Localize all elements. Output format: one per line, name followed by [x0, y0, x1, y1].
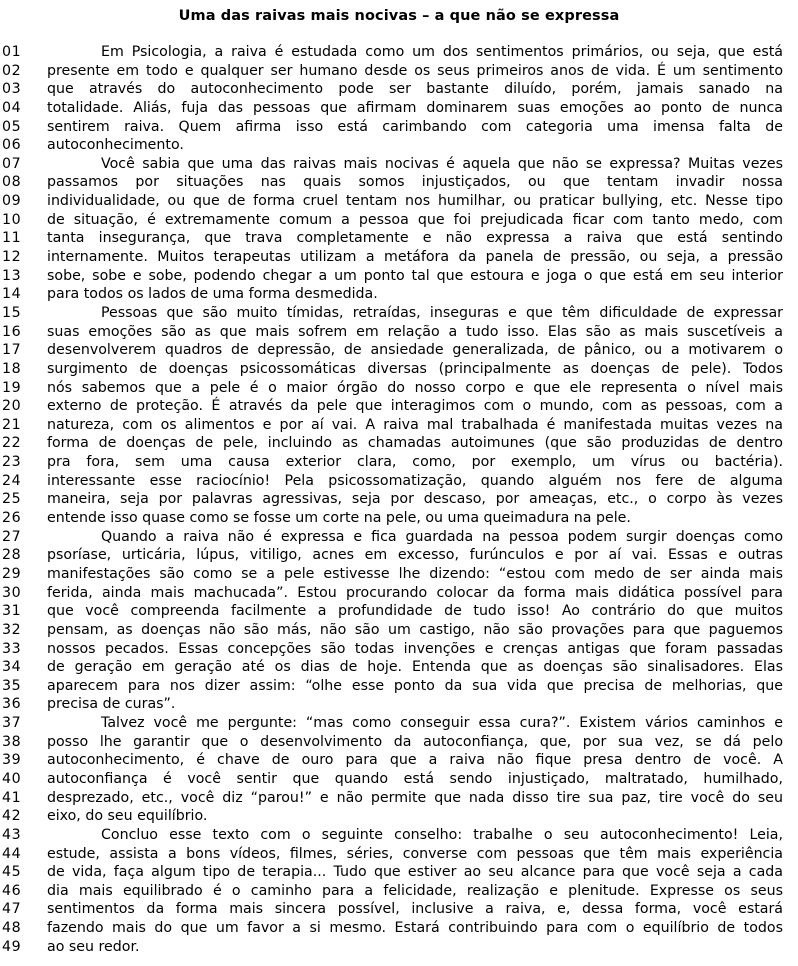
- line-text: internamente. Muitos terapeutas utilizam a metáfora da panela de pressão, ou seja, a pressão: [47, 249, 783, 266]
- line-number: 43: [2, 826, 22, 843]
- text-line: [0, 789, 798, 808]
- line-text: aparecem para nos dizer assim: “olhe esse ponto da sua vida que precisa de melhorias, que: [47, 677, 783, 694]
- line-number: 36: [2, 696, 22, 713]
- text-line: [0, 938, 798, 957]
- line-number: 24: [2, 472, 22, 489]
- text-line: [0, 341, 798, 360]
- line-number: 02: [2, 62, 22, 79]
- line-number: 18: [2, 360, 22, 377]
- line-number: 19: [2, 379, 22, 396]
- text-line: [0, 323, 798, 342]
- text-line: [0, 155, 798, 174]
- line-number: 44: [2, 845, 22, 862]
- line-number: 20: [2, 398, 22, 415]
- line-number: 09: [2, 193, 22, 210]
- text-line: [0, 99, 798, 118]
- text-line: [0, 640, 798, 659]
- line-text: eixo, do seu equilíbrio.: [47, 808, 208, 825]
- text-line: [0, 304, 798, 323]
- line-text: pra fora, sem uma causa exterior clara, como, por exemplo, um vírus ou bactéria).: [47, 454, 783, 471]
- line-number: 34: [2, 659, 22, 676]
- line-number: 30: [2, 584, 22, 601]
- text-line: [0, 807, 798, 826]
- line-text: Pessoas que são muito tímidas, retraídas, inseguras e que têm dificuldade de expressar: [101, 304, 783, 321]
- text-line: [0, 677, 798, 696]
- text-line: [0, 229, 798, 248]
- line-text: individualidade, ou que de forma cruel tentam nos humilhar, ou praticar bullying, etc. Nesse tipo: [47, 193, 783, 210]
- text-line: [0, 490, 798, 509]
- line-text: autoconhecimento, é chave de ouro para que a raiva não fique presa dentro de você. A: [47, 752, 783, 769]
- line-text: entende isso quase como se fosse um corte na pele, ou uma queimadura na pele.: [47, 510, 631, 527]
- document-title: Uma das raivas mais nocivas – a que não se expressa: [178, 8, 620, 24]
- text-line: [0, 192, 798, 211]
- line-number: 38: [2, 733, 22, 750]
- text-line: [0, 863, 798, 882]
- line-text: manifestações são como se a pele estivesse lhe dizendo: “estou com medo de ser ainda mais: [47, 565, 783, 582]
- line-number: 01: [2, 44, 22, 60]
- line-text: sentimentos da forma mais sincera possível, inclusive a raiva, e, dessa forma, você estará: [47, 901, 783, 918]
- line-text: presente em todo e qualquer ser humano desde os seus primeiros anos de vida. É um sentimento: [47, 62, 783, 79]
- text-line: [0, 453, 798, 472]
- line-text: de situação, é extremamente comum a pessoa que foi prejudicada ficar com tanto medo, com: [47, 211, 783, 228]
- text-line: [0, 733, 798, 752]
- line-number: 15: [2, 304, 22, 321]
- line-text: passamos por situações nas quais somos injustiçados, ou que tentam invadir nossa: [47, 174, 783, 191]
- line-text: totalidade. Aliás, fuja das pessoas que afirmam dominarem suas emoções ao ponto de nunca: [47, 99, 783, 116]
- line-number: 49: [2, 938, 22, 955]
- text-line: [0, 714, 798, 733]
- text-line: [0, 602, 798, 621]
- line-text: dia mais equilibrado é o caminho para a felicidade, realização e plenitude. Expresse os seus: [47, 882, 783, 899]
- line-number: 35: [2, 677, 22, 694]
- line-text: que através do autoconhecimento pode ser bastante diluído, porém, jamais sanado na: [47, 81, 783, 98]
- text-line: [0, 285, 798, 304]
- line-text: Concluo esse texto com o seguinte conselho: trabalhe o seu autoconhecimento! Leia,: [101, 826, 783, 843]
- line-number: 07: [2, 155, 22, 172]
- line-number: 42: [2, 808, 22, 825]
- line-number: 03: [2, 81, 22, 98]
- text-line: [0, 565, 798, 584]
- text-line: [0, 43, 798, 62]
- line-number: 05: [2, 118, 22, 135]
- line-text: para todos os lados de uma forma desmedida.: [47, 286, 378, 303]
- text-line: [0, 658, 798, 677]
- text-line: [0, 211, 798, 230]
- line-number: 04: [2, 99, 22, 116]
- line-text: de geração em geração até os dias de hoje. Entenda que as doenças são sinalisadores. Elas: [47, 659, 783, 676]
- line-number: 40: [2, 770, 22, 787]
- line-text: ao seu redor.: [47, 938, 140, 955]
- line-number: 31: [2, 603, 22, 620]
- line-number: 26: [2, 510, 22, 527]
- text-line: [0, 118, 798, 137]
- line-text: autoconfiança é você sentir que quando está sendo injustiçado, maltratado, humilhado,: [47, 770, 783, 787]
- text-line: [0, 882, 798, 901]
- text-line: [0, 584, 798, 603]
- text-line: [0, 80, 798, 99]
- text-line: [0, 621, 798, 640]
- line-number: 32: [2, 621, 22, 638]
- line-text: psoríase, urticária, lúpus, vitiligo, acnes em excesso, furúnculos e por aí vai. Essas e outras: [47, 547, 783, 564]
- line-number: 39: [2, 752, 22, 769]
- line-number: 14: [2, 286, 22, 303]
- line-text: nossos pecados. Essas concepções são todas invenções e crenças antigas que foram passadas: [47, 640, 783, 657]
- text-line: [0, 434, 798, 453]
- line-text: Você sabia que uma das raivas mais nocivas é aquela que não se expressa? Muitas vezes: [101, 155, 783, 172]
- numbered-text-body: [0, 43, 798, 956]
- line-text: Em Psicologia, a raiva é estudada como um dos sentimentos primários, ou seja, que está: [101, 44, 783, 60]
- line-text: posso lhe garantir que o desenvolvimento da autoconfiança, que, por sua vez, se dá pelo: [47, 733, 783, 750]
- text-line: [0, 267, 798, 286]
- line-number: 06: [2, 137, 22, 154]
- line-text: pensam, as doenças não são más, não são um castigo, não são provações para que paguemos: [47, 621, 783, 638]
- line-text: estude, assista a bons vídeos, filmes, séries, converse com pessoas que têm mais experiência: [47, 845, 783, 862]
- line-text: surgimento de doenças psicossomáticas diversas (principalmente as doenças de pele). Todos: [47, 360, 783, 377]
- line-text: que você compreenda facilmente a profundidade de tudo isso! Ao contrário do que muitos: [47, 603, 783, 620]
- text-line: [0, 472, 798, 491]
- line-text: externo de proteção. É através da pele que interagimos com o mundo, com as pessoas, com a: [47, 398, 783, 415]
- line-number: 16: [2, 323, 22, 340]
- text-line: [0, 900, 798, 919]
- line-number: 37: [2, 715, 22, 732]
- line-number: 13: [2, 267, 22, 284]
- line-text: forma de doenças de pele, incluindo as chamadas autoimunes (que são produzidas de dentro: [47, 435, 783, 452]
- text-line: [0, 416, 798, 435]
- line-text: maneira, seja por palavras agressivas, seja por descaso, por ameaças, etc., o corpo às vezes: [47, 491, 783, 508]
- line-number: 48: [2, 920, 22, 937]
- line-text: desenvolverem quadros de depressão, de ansiedade generalizada, de pânico, ou a motivarem o: [47, 342, 783, 359]
- line-number: 25: [2, 491, 22, 508]
- line-number: 08: [2, 174, 22, 191]
- text-line: [0, 379, 798, 398]
- text-line: [0, 826, 798, 845]
- line-number: 11: [2, 230, 22, 247]
- line-text: suas emoções são as que mais sofrem em relação a tudo isso. Elas são as mais suscetíveis a: [47, 323, 783, 340]
- text-line: [0, 509, 798, 528]
- text-line: [0, 919, 798, 938]
- line-text: Quando a raiva não é expressa e fica guardada na pessoa podem surgir doenças como: [101, 528, 783, 545]
- line-number: 10: [2, 211, 22, 228]
- text-line: [0, 397, 798, 416]
- line-text: sentirem raiva. Quem afirma isso está carimbando com categoria uma imensa falta de: [47, 118, 783, 135]
- line-text: fazendo mais do que um favor a si mesmo. Estará contribuindo para com o equilíbrio de todos: [47, 920, 783, 937]
- line-text: Talvez você me pergunte: “mas como conseguir essa cura?”. Existem vários caminhos e: [101, 715, 783, 732]
- text-line: [0, 770, 798, 789]
- text-line: [0, 845, 798, 864]
- line-number: 33: [2, 640, 22, 657]
- line-text: nós sabemos que a pele é o maior órgão do nosso corpo e que ele representa o nível mais: [47, 379, 783, 396]
- text-line: [0, 360, 798, 379]
- line-number: 21: [2, 416, 22, 433]
- text-line: [0, 173, 798, 192]
- line-text: interessante esse raciocínio! Pela psicossomatização, quando alguém nos fere de alguma: [47, 472, 783, 489]
- line-number: 23: [2, 454, 22, 471]
- line-number: 41: [2, 789, 22, 806]
- text-line: [0, 695, 798, 714]
- line-text: sobe, sobe e sobe, podendo chegar a um ponto tal que estoura e joga o que está em seu interior: [47, 267, 783, 284]
- line-text: autoconhecimento.: [47, 137, 184, 154]
- text-line: [0, 248, 798, 267]
- text-line: [0, 62, 798, 81]
- line-number: 46: [2, 882, 22, 899]
- line-number: 47: [2, 901, 22, 918]
- line-text: desprezado, etc., você diz “parou!” e não permite que nada disso tire sua paz, tire você do seu: [47, 789, 783, 806]
- line-text: natureza, com os alimentos e por aí vai. A raiva mal trabalhada é manifestada muitas vezes na: [47, 416, 783, 433]
- text-line: [0, 546, 798, 565]
- line-number: 27: [2, 528, 22, 545]
- text-line: [0, 528, 798, 547]
- line-text: precisa de curas”.: [47, 696, 176, 713]
- line-number: 12: [2, 249, 22, 266]
- line-number: 17: [2, 342, 22, 359]
- line-number: 28: [2, 547, 22, 564]
- text-line: [0, 136, 798, 155]
- line-number: 45: [2, 864, 22, 881]
- text-line: [0, 751, 798, 770]
- line-text: ferida, ainda mais machucada”. Estou procurando colocar da forma mais didática possível para: [47, 584, 783, 601]
- line-number: 29: [2, 565, 22, 582]
- line-text: tanta insegurança, que trava completamente e não expressa a raiva que está sentindo: [47, 230, 783, 247]
- line-number: 22: [2, 435, 22, 452]
- line-text: de vida, faça algum tipo de terapia... Tudo que estiver ao seu alcance para que você seja a cada: [47, 864, 783, 881]
